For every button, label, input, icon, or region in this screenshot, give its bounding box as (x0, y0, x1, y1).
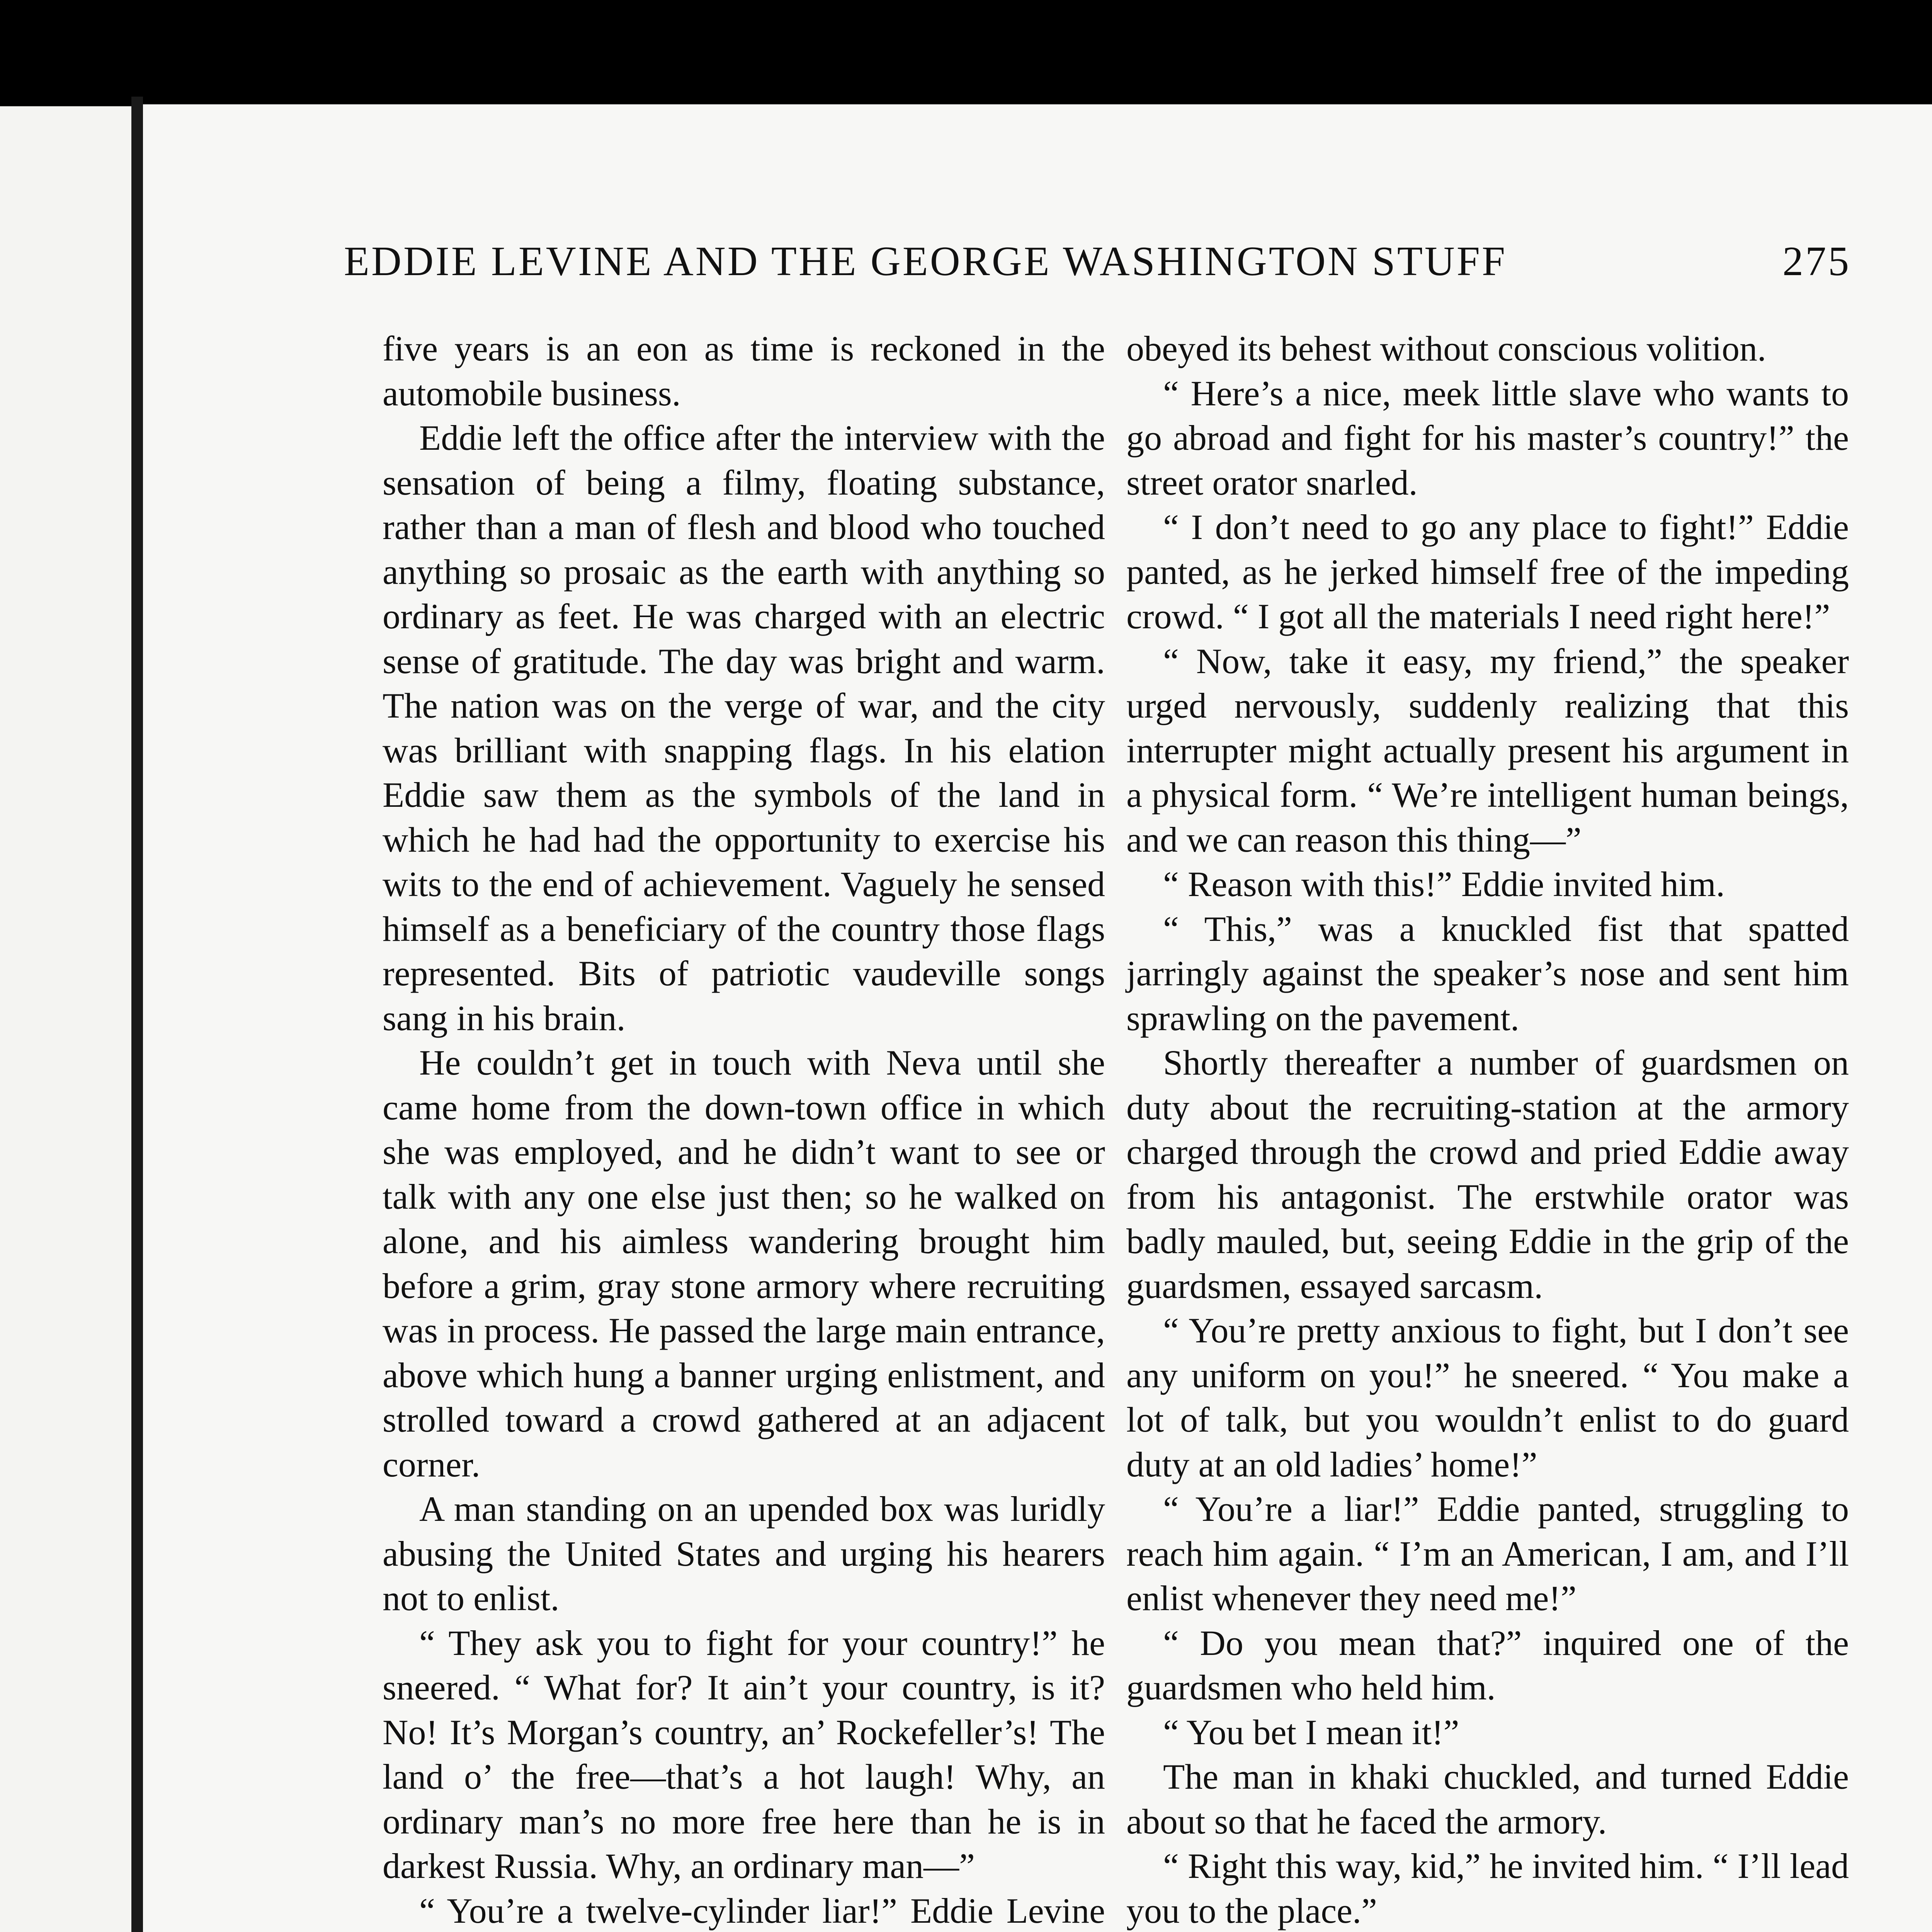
paragraph: “ Now, take it easy, my friend,” the speaker urged nervously, suddenly realizing that this interrupter might actually present his argument in a physical form. “ We’re intelligent human beings, and we can reason this thing—” (1126, 641, 1849, 859)
paragraph: “ I don’t need to go any place to fight!” Eddie panted, as he jerked himself free of the impeding crowd. “ I got all the materials I need right here!” (1126, 507, 1849, 636)
paragraph: “ You’re pretty anxious to fight, but I don’t see any uniform on you!” he sneered. “ You make a lot of talk, but you wouldn’t enlist to do guard duty at an old ladies’ home!” (1126, 1311, 1849, 1484)
paragraph: The man in khaki chuckled, and turned Eddie about so that he faced the armory. (1126, 1757, 1849, 1841)
paragraph: “ You’re a liar!” Eddie panted, struggling to reach him again. “ I’m an American, I am, and I’ll enlist whenever they need me!” (1126, 1489, 1849, 1618)
page-number: 275 (1782, 238, 1851, 284)
paragraph: “ You bet I mean it!” (1163, 1712, 1459, 1752)
running-header (344, 238, 1851, 286)
book-gutter (131, 97, 143, 1932)
paragraph: five years is an eon as time is reckoned in the automobile business. (383, 329, 1105, 413)
left-column (383, 327, 1105, 1932)
facing-page-edge (0, 106, 143, 1932)
paragraph: “ Here’s a nice, meek little slave who wants to go abroad and fight for his master’s country!” the street orator snarled. (1126, 373, 1849, 502)
paragraph: “ You’re a twelve-cylinder liar!” Eddie Levine (419, 1891, 1105, 1930)
paragraph: “ They ask you to fight for your country!” he sneered. “ What for? It ain’t your country, is it? No! It’s Morgan’s country, an’ Rockefeller’s! The land o’ the free—that’s a hot laugh! Why, an ordinary man’s no more free here than he is in darkest Russia. Why, an ordinary man—” (383, 1623, 1105, 1886)
paragraph: “ Do you mean that?” inquired one of the guardsmen who held him. (1126, 1623, 1849, 1707)
right-column (1126, 327, 1849, 1932)
paragraph: “ Right this way, kid,” he invited him. “ I’ll lead you to the place.” (1126, 1846, 1849, 1930)
paragraph: obeyed its behest without conscious volition. (1126, 329, 1766, 368)
paragraph: Shortly thereafter a number of guardsmen on duty about the recruiting-station at the armory charged through the crowd and pried Eddie away from his antagonist. The erstwhile orator was badly mauled, but, seeing Eddie in the grip of the guardsmen, essayed sarcasm. (1126, 1043, 1849, 1306)
paragraph: Eddie left the office after the interview with the sensation of being a filmy, floating substance, rather than a man of flesh and blood who touched anything so prosaic as the earth with anything so ordinary as feet. He was charged with an electric sense of gratitude. The day was bright and warm. The nation was on the verge of war, and the city was brilliant with snapping flags. In his elation Eddie saw them as the symbols of the land in which he had had the opportunity to exercise his wits to the end of achievement. Vaguely he sensed himself as a beneficiary of the country those flags represented. Bits of patriotic vaudeville songs sang in his brain. (383, 418, 1105, 1038)
paragraph: A man standing on an upended box was luridly abusing the United States and urging his hearers not to enlist. (383, 1489, 1105, 1618)
paragraph: He couldn’t get in touch with Neva until she came home from the down-town office in which she was employed, and he didn’t want to see or talk with any one else just then; so he walked on alone, and his aimless wandering brought him before a grim, gray stone armory where recruiting was in process. He passed the large main entrance, above which hung a banner urging enlistment, and strolled toward a crowd gathered at an adjacent corner. (383, 1043, 1105, 1484)
paragraph: “ This,” was a knuckled fist that spatted jarringly against the speaker’s nose and sent him sprawling on the pavement. (1126, 909, 1849, 1038)
paragraph: “ Reason with this!” Eddie invited him. (1163, 864, 1725, 904)
running-title: EDDIE LEVINE AND THE GEORGE WASHINGTON STUFF (344, 238, 1507, 284)
